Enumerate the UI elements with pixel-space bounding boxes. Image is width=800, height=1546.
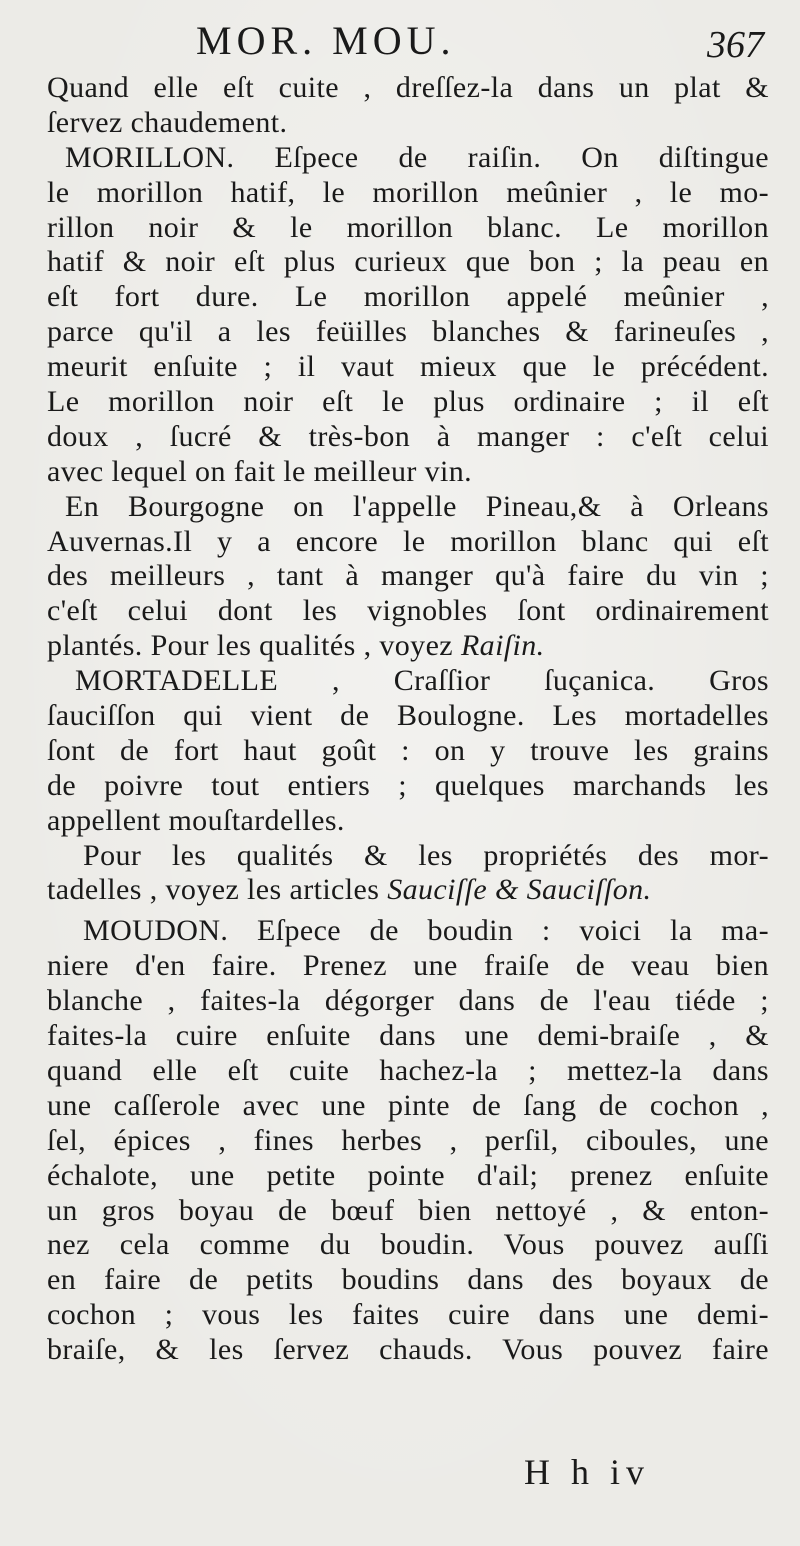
text-line: Le morillon noir eſt le plus ordinaire ; il eſt (47, 385, 769, 419)
text-line: c'eſt celui dont les vignobles ſont ordinairement (47, 594, 769, 628)
text-line: appellent mouſtardelles. (47, 803, 345, 837)
text-line: un gros boyau de bœuf bien nettoyé , & enton- (47, 1193, 769, 1227)
text-line: échalote, une petite pointe d'ail; prenez enſuite (47, 1158, 769, 1192)
text-line: le morillon hatif, le morillon meûnier , le mo- (47, 175, 769, 209)
text-line: braiſe, & les ſervez chauds. Vous pouvez faire (47, 1333, 769, 1367)
text-segment: tadelles , voyez les articles (47, 873, 380, 907)
text-line: une caſſerole avec une pinte de ſang de cochon , (47, 1088, 769, 1122)
text-line: meurit enſuite ; il vaut mieux que le précédent. (47, 350, 769, 384)
signature-mark: H h iv (524, 1452, 650, 1492)
text-line: ſauciſſon qui vient de Boulogne. Les mortadelles (47, 699, 769, 733)
page-header (0, 14, 800, 74)
text-line: des meilleurs , tant à manger qu'à faire du vin ; (47, 559, 769, 593)
text-line: eſt fort dure. Le morillon appelé meûnier , (47, 280, 769, 314)
page-body (47, 71, 769, 1368)
text-segment: plantés. Pour les qualités , voyez (47, 629, 454, 663)
text-line: hatif & noir eſt plus curieux que bon ; la peau en (47, 245, 769, 279)
text-line: cochon ; vous les faites cuire dans une demi- (47, 1298, 769, 1332)
text-line: en faire de petits boudins dans des boyaux de (47, 1263, 769, 1297)
text-line: ſel, épices , fines herbes , perſil, ciboules, une (47, 1123, 769, 1157)
text-line-with-reference (47, 629, 769, 664)
text-line-with-reference (47, 873, 769, 908)
text-line: avec lequel on fait le meilleur vin. (47, 454, 473, 488)
page-number: 367 (707, 24, 764, 66)
text-line: En Bourgogne on l'appelle Pineau,& à Orleans (65, 489, 769, 523)
text-line: parce qu'il a les feüilles blanches & farineuſes , (47, 315, 769, 349)
text-line: Auvernas.Il y a encore le morillon blanc qui eſt (47, 524, 769, 558)
text-line: de poivre tout entiers ; quelques marchands les (47, 768, 769, 802)
text-line: quand elle eſt cuite hachez-la ; mettez-la dans (47, 1053, 769, 1087)
text-line: doux , ſucré & très-bon à manger : c'eſt celui (47, 419, 769, 453)
text-line: rillon noir & le morillon blanc. Le morillon (47, 210, 769, 244)
text-line: Quand elle eſt cuite , dreſſez-la dans un plat & (47, 71, 769, 104)
cross-reference-raisin: Raiſin. (460, 629, 545, 663)
running-head: MOR. MOU. (196, 18, 456, 63)
text-line: faites-la cuire enſuite dans une demi-braiſe , & (47, 1019, 769, 1053)
entry-moudon-heading-line: MOUDON. Eſpece de boudin : voici la ma- (83, 914, 769, 948)
text-line: ſont de fort haut goût : on y trouve les grains (47, 733, 769, 767)
entry-morillon-heading-line: MORILLON. Eſpece de raiſin. On diſtingue (65, 140, 769, 174)
text-line: ſervez chaudement. (47, 105, 288, 139)
text-line: niere d'en faire. Prenez une fraiſe de veau bien (47, 949, 769, 983)
entry-mortadelle-heading-line: MORTADELLE , Craſſior ſuçanica. Gros (75, 664, 769, 698)
cross-reference-saucisse: Sauciſſe & Sauciſſon. (387, 873, 652, 907)
text-line: nez cela comme du boudin. Vous pouvez auſſi (47, 1228, 769, 1262)
text-line: blanche , faites-la dégorger dans de l'eau tiéde ; (47, 984, 769, 1018)
text-line: Pour les qualités & les propriétés des mor- (83, 838, 769, 872)
